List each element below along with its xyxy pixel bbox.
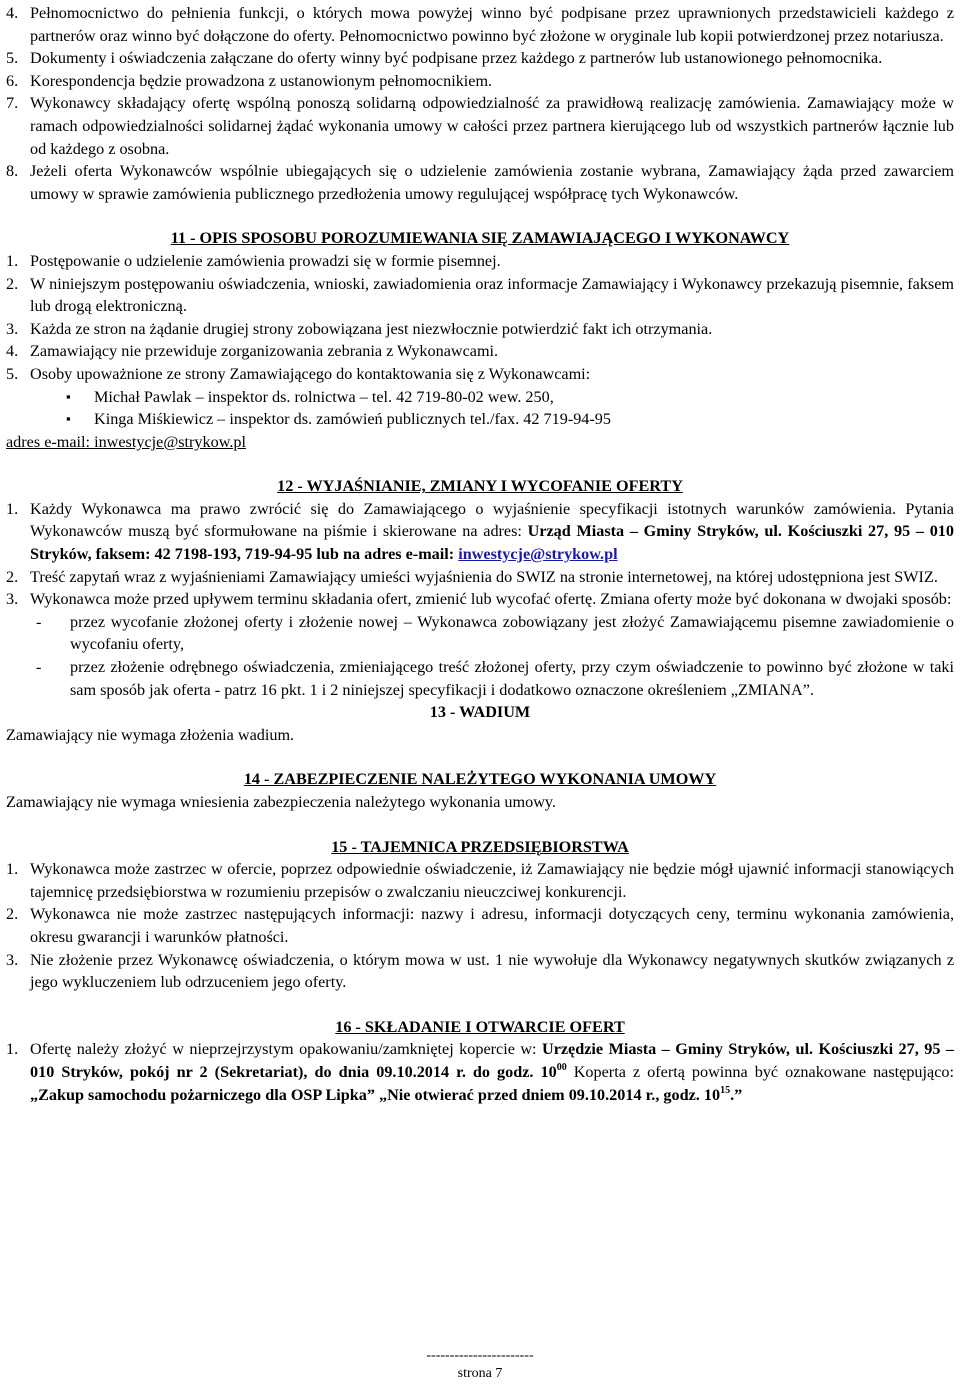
item-text: Nie złożenie przez Wykonawcę oświadczenia, o którym mowa w ust. 1 nie wywołuje dla Wykonawcy negatywnych skutków związanych z jego wykluczeniem lub odrzuceniem jego oferty. bbox=[30, 950, 954, 992]
item-number: 4. bbox=[6, 342, 19, 361]
list-item bbox=[6, 363, 954, 386]
item-number: 5. bbox=[6, 49, 19, 68]
item-number: 6. bbox=[6, 71, 19, 90]
item-text: Osoby upoważnione ze strony Zamawiającego do kontaktowania się z Wykonawcami: bbox=[30, 364, 591, 383]
item-number: 1. bbox=[6, 860, 19, 879]
list-item bbox=[6, 903, 954, 948]
list-item bbox=[6, 340, 954, 363]
email-line bbox=[6, 431, 954, 454]
contact-bullet bbox=[66, 408, 954, 431]
dash-text: przez wycofanie złożonej oferty i złożenie nowej – Wykonawca zobowiązany jest złożyć Zamawiającemu pisemne zawiadomienie o wycofaniu oferty, bbox=[70, 612, 954, 654]
item-text bbox=[30, 498, 954, 566]
spacer bbox=[6, 746, 954, 768]
spacer bbox=[6, 994, 954, 1016]
item-text: Zamawiający nie przewiduje zorganizowania zebrania z Wykonawcami. bbox=[30, 342, 499, 361]
item-text: Treść zapytań wraz z wyjaśnieniami Zamawiający umieści wyjaśnienia do SWIZ na stronie internetowej, na której udostępniona jest SWIZ. bbox=[30, 567, 938, 586]
spacer bbox=[6, 205, 954, 227]
item-number: 3. bbox=[6, 590, 19, 609]
spacer bbox=[6, 453, 954, 475]
section-11-heading: 11 - OPIS SPOSOBU POROZUMIEWANIA SIĘ ZAMAWIAJĄCEGO I WYKONAWCY bbox=[170, 229, 790, 248]
dash-bullet: - bbox=[36, 612, 42, 631]
item-text: Wykonawca może zastrzec w ofercie, poprzez odpowiednie oświadczenie, iż Zamawiający nie będzie mógł ujawnić informacji stanowiących tajemnicę przedsiębiorstwa w rozumieniu przepisów o zwalczaniu nieuczciwej konkurencji. bbox=[30, 860, 954, 901]
page-number: strona 7 bbox=[457, 1366, 503, 1381]
item-plain-text: Koperta z ofertą powinna być oznakowane następująco: bbox=[566, 1062, 954, 1081]
item-number: 7. bbox=[6, 94, 19, 113]
item-text: Postępowanie o udzielenie zamówienia prowadzi się w formie pisemnej. bbox=[30, 251, 501, 270]
envelope-label-bold-text: „Zakup samochodu pożarniczego dla OSP Lipka” „Nie otwierać przed dniem 09.10.2014 r., godz. 10 bbox=[30, 1085, 721, 1104]
item-text: Jeżeli oferta Wykonawców wspólnie ubiegających się o udzielenie zamówienia zostanie wybrana, Zamawiający żąda przed zawarciem umowy w sprawie zamówienia publicznego przedłożenia umowy regulującej współpracę tych Wykonawców. bbox=[30, 162, 954, 203]
item-plain-text: Ofertę należy złożyć w nieprzejrzystym opakowaniu/zamkniętej kopercie w: bbox=[30, 1040, 542, 1059]
item-text: Wykonawca może przed upływem terminu składania ofert, zmienić lub wycofać ofertę. Zmiana oferty może być dokonana w dwojaki sposób: bbox=[30, 590, 952, 609]
section-12-heading: 12 - WYJAŚNIANIE, ZMIANY I WYCOFANIE OFERTY bbox=[277, 477, 683, 496]
item-text: Wykonawcy składający ofertę wspólną ponoszą solidarną odpowiedzialność za prawidłową realizację zamówienia. Zamawiający może w ramach odpowiedzialności solidarnej żądać wykonania umowy w całości przez partnera kierującego lub od wszystkich partnerów łącznie lub od każdego z osobna. bbox=[30, 94, 954, 158]
list-item bbox=[6, 250, 954, 273]
item-number: 5. bbox=[6, 364, 19, 383]
item-number: 3. bbox=[6, 319, 19, 338]
item-plain-text: Każdy Wykonawca ma prawo zwrócić się do Zamawiającego o wyjaśnienie specyfikacji istotnych warunków zamówienia. Pytania Wykonawców muszą być sformułowane na piśmie i skierowane na adres: bbox=[30, 499, 954, 541]
item-number: 4. bbox=[6, 4, 19, 22]
dash-item bbox=[36, 656, 954, 701]
spacer bbox=[6, 814, 954, 836]
square-bullet-icon: ▪ bbox=[66, 388, 71, 404]
item-text: Wykonawca nie może zastrzec następujących informacji: nazwy i adresu, informacji dotyczących ceny, terminu wykonania zamówienia, okresu gwarancji i warunków płatności. bbox=[30, 905, 954, 946]
section-13-text: Zamawiający nie wymaga złożenia wadium. bbox=[6, 725, 295, 744]
list-item bbox=[6, 273, 954, 318]
time-superscript: 15 bbox=[720, 1084, 731, 1096]
list-item bbox=[6, 2, 954, 47]
section-14-text: Zamawiający nie wymaga wniesienia zabezpieczenia należytego wykonania umowy. bbox=[6, 793, 556, 811]
list-item bbox=[6, 47, 954, 70]
section-15-heading: 15 - TAJEMNICA PRZEDSIĘBIORSTWA bbox=[331, 837, 629, 856]
item-text: Korespondencja będzie prowadzona z ustanowionym pełnomocnikiem. bbox=[30, 71, 493, 90]
list-item bbox=[6, 160, 954, 205]
address-bold-text: Urząd Miasta – Gminy Stryków, ul. Kościuszki 27, 95 – 010 Stryków, faksem: 42 7198-193, 719-94-95 lub na adres e-mail: bbox=[30, 522, 954, 564]
item-text: W niniejszym postępowaniu oświadczenia, wnioski, zawiadomienia oraz informacje Zamawiający i Wykonawcy przekazują pisemnie, faksem lub drogą elektroniczną. bbox=[30, 274, 954, 316]
item-number: 8. bbox=[6, 162, 19, 181]
section-13-heading: 13 - WADIUM bbox=[429, 703, 531, 722]
item-text bbox=[30, 1038, 954, 1106]
email-link[interactable]: inwestycje@strykow.pl bbox=[458, 545, 618, 564]
section-16-heading: 16 - SKŁADANIE I OTWARCIE OFERT bbox=[335, 1017, 625, 1036]
list-item bbox=[6, 92, 954, 160]
list-item bbox=[6, 1038, 954, 1106]
contact-text: Kinga Miśkiewicz – inspektor ds. zamówień publicznych tel./fax. 42 719-94-95 bbox=[94, 410, 611, 429]
dash-bullet: - bbox=[36, 658, 42, 677]
item-number: 2. bbox=[6, 905, 19, 924]
contact-text: Michał Pawlak – inspektor ds. rolnictwa – tel. 42 719-80-02 wew. 250, bbox=[94, 387, 554, 406]
item-number: 2. bbox=[6, 567, 19, 586]
item-number: 1. bbox=[6, 499, 19, 518]
list-item bbox=[6, 949, 954, 994]
list-item bbox=[6, 566, 954, 589]
list-item bbox=[6, 858, 954, 903]
footer-rule: ----------------------- bbox=[426, 1348, 534, 1363]
list-item bbox=[6, 70, 954, 93]
item-text: Pełnomocnictwo do pełnienia funkcji, o których mowa powyżej winno być podpisane przez uprawnionych przedstawicieli każdego z partnerów oraz winno być dołączone do oferty. Pełnomocnictwo powinno być złożone w oryginale lub kopii potwierdzonej przez notariusza. bbox=[30, 4, 954, 45]
item-text: Dokumenty i oświadczenia załączane do oferty winny być podpisane przez każdego z partnerów lub ustanowionego pełnomocnika. bbox=[30, 49, 883, 68]
dash-item bbox=[36, 611, 954, 656]
section-14-heading: 14 - ZABEZPIECZENIE NALEŻYTEGO WYKONANIA UMOWY bbox=[243, 770, 717, 789]
item-number: 1. bbox=[6, 251, 19, 270]
item-number: 2. bbox=[6, 274, 19, 293]
square-bullet-icon: ▪ bbox=[66, 411, 71, 427]
list-item bbox=[6, 588, 954, 611]
item-number: 1. bbox=[6, 1040, 19, 1059]
email-address-link[interactable]: adres e-mail: inwestycje@strykow.pl bbox=[6, 432, 246, 451]
list-item bbox=[6, 498, 954, 566]
location-bold-text: Urzędzie Miasta – Gminy Stryków, ul. Kościuszki 27, 95 – 010 Stryków, pokój nr 2 (Sekretariat), do dnia 09.10.2014 r. do godz. 10 bbox=[30, 1040, 954, 1081]
time-superscript: 00 bbox=[556, 1061, 567, 1073]
dash-text: przez złożenie odrębnego oświadczenia, zmieniającego treść złożonej oferty, przy czym oświadczenie to powinno być złożone w taki sam sposób jak oferta - patrz 16 pkt. 1 i 2 niniejszej specyfikacji i dodatkowo oznaczone określeniem „ZMIANA”. bbox=[70, 658, 954, 699]
item-number: 3. bbox=[6, 950, 19, 969]
contact-bullet bbox=[66, 386, 954, 409]
closing-quote: .” bbox=[730, 1085, 743, 1104]
list-item bbox=[6, 318, 954, 341]
item-text: Każda ze stron na żądanie drugiej strony zobowiązana jest niezwłocznie potwierdzić fakt ich otrzymania. bbox=[30, 319, 713, 338]
